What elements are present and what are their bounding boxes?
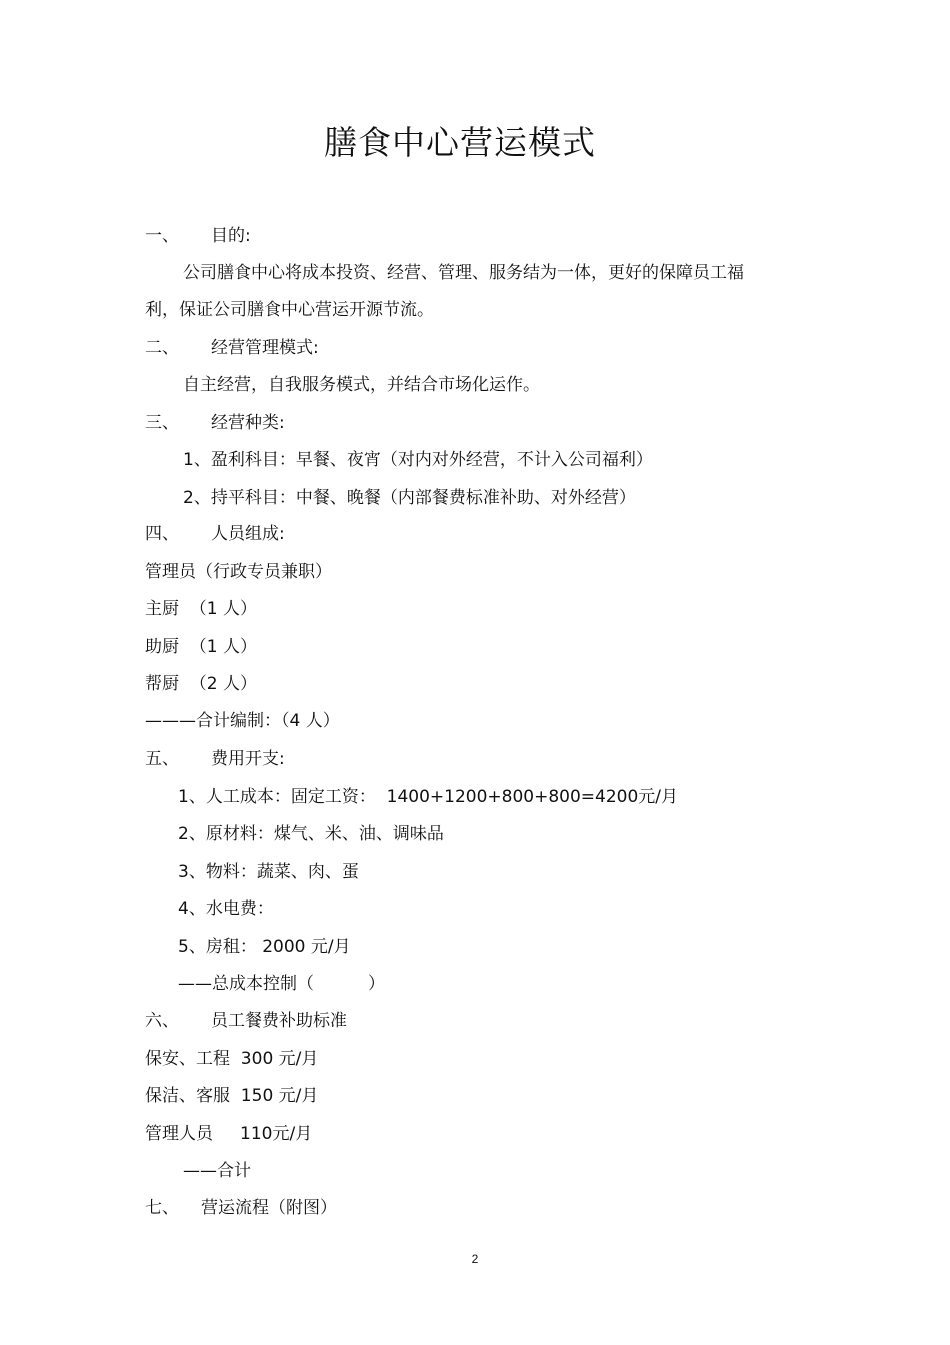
list-item: 1、人工成本：固定工资： 1400+1200+800+800=4200元/月 [178, 787, 679, 807]
page-number: 2 [471, 1252, 479, 1266]
list-item: 管理人员 110元/月 [145, 1124, 313, 1144]
page-title: 膳食中心营运模式 [324, 123, 596, 162]
list-item: 5、房租： 2000 元/月 [178, 937, 351, 957]
section-heading-4 [145, 522, 285, 546]
list-item: 2、持平科目：中餐、晚餐（内部餐费标准补助、对外经营） [183, 488, 636, 508]
paragraph-line: 自主经营，自我服务模式，并结合市场化运作。 [183, 375, 540, 395]
list-item: 保安、工程 300 元/月 [145, 1049, 319, 1069]
section-title: 员工餐费补助标准 [211, 1011, 347, 1031]
paragraph-line: 利，保证公司膳食中心营运开源节流。 [145, 300, 434, 320]
section-heading-7 [145, 1196, 337, 1220]
paragraph-line: 公司膳食中心将成本投资、经营、管理、服务结为一体，更好的保障员工福 [183, 263, 744, 283]
list-item: ——合计 [183, 1161, 251, 1181]
list-item: ——总成本控制（ ） [178, 974, 386, 994]
list-item: 2、原材料：煤气、米、油、调味品 [178, 824, 444, 844]
section-number: 五、 [145, 749, 179, 769]
list-item: 帮厨 （2 人） [145, 674, 258, 694]
section-heading-3 [145, 411, 285, 435]
list-item: 管理员（行政专员兼职） [145, 562, 332, 582]
section-title: 费用开支: [211, 749, 285, 769]
section-title: 营运流程（附图） [201, 1198, 337, 1218]
list-item: 主厨 （1 人） [145, 599, 258, 619]
section-title: 目的: [211, 226, 251, 246]
section-title: 人员组成: [211, 524, 285, 544]
list-item: 助厨 （1 人） [145, 637, 258, 657]
section-number: 二、 [145, 338, 179, 358]
list-item: 保洁、客服 150 元/月 [145, 1086, 319, 1106]
section-title: 经营种类: [211, 413, 285, 433]
list-item: 4、水电费： [178, 899, 274, 919]
list-item: ———合计编制：（4 人） [145, 711, 340, 731]
section-number: 三、 [145, 413, 179, 433]
section-heading-2 [145, 336, 319, 360]
section-number: 六、 [145, 1011, 179, 1031]
section-heading-5 [145, 747, 285, 771]
section-number: 七、 [145, 1198, 179, 1218]
list-item: 3、物料：蔬菜、肉、蛋 [178, 862, 359, 882]
section-heading-1 [145, 224, 251, 248]
section-title: 经营管理模式: [211, 338, 319, 358]
section-heading-6 [145, 1009, 347, 1033]
list-item: 1、盈利科目：早餐、夜宵（对内对外经营，不计入公司福利） [183, 450, 653, 470]
section-number: 四、 [145, 524, 179, 544]
section-number: 一、 [145, 226, 179, 246]
